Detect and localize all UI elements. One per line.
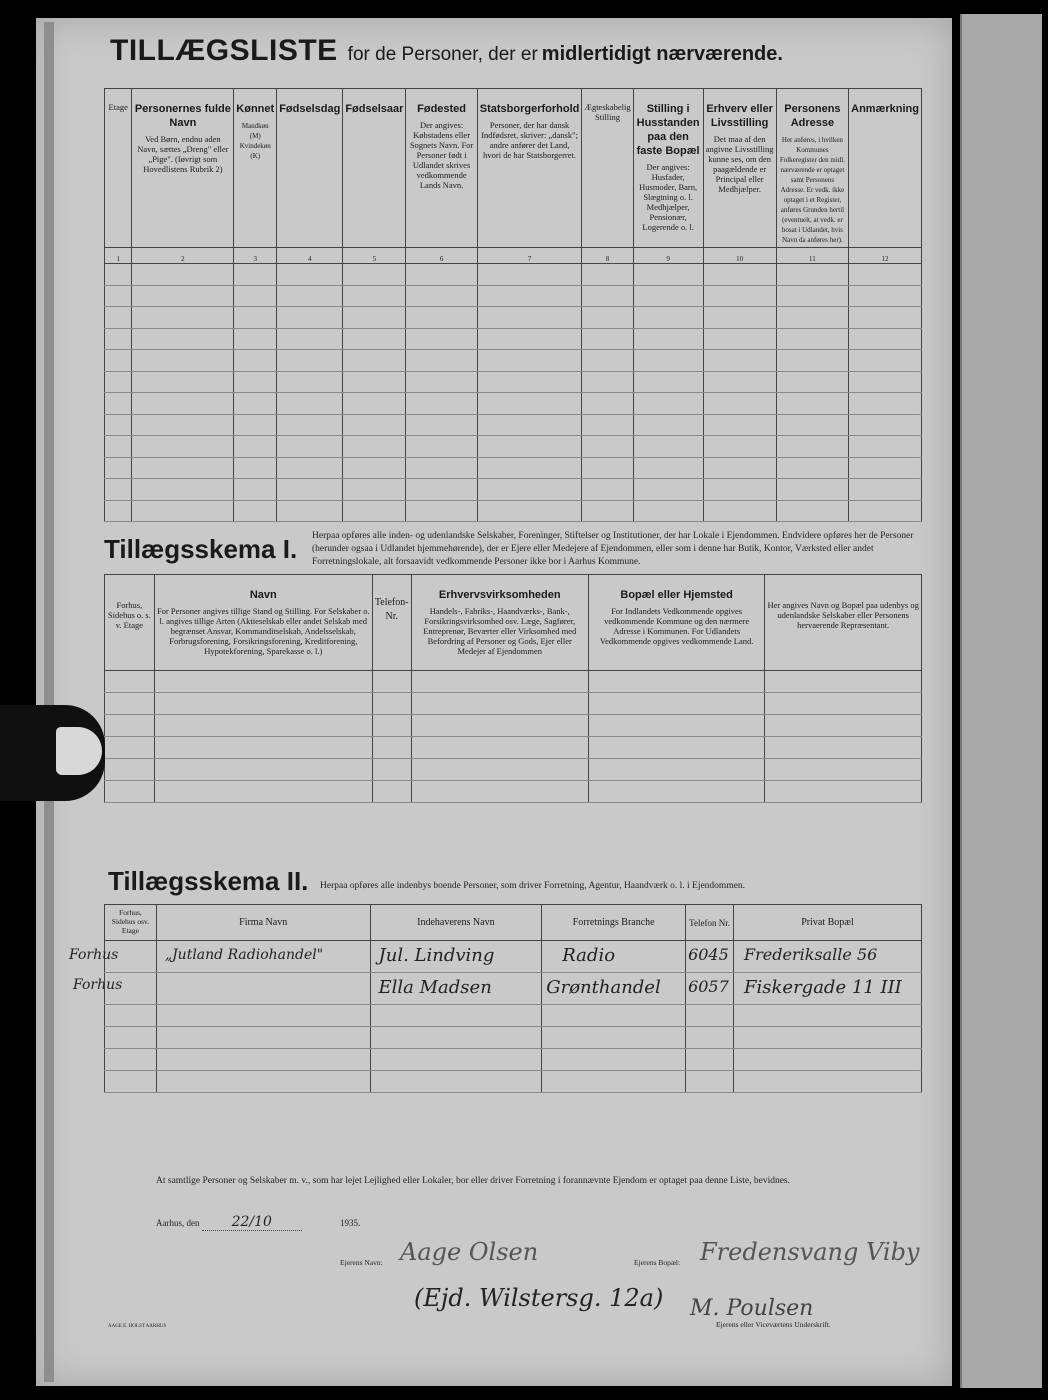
table-row: [105, 693, 922, 715]
s2-col-firma: Firma Navn: [156, 905, 370, 941]
col-statsborger: Statsborgerforhold Personer, der har dansk Indfødsret, skriver: „dansk"; andre anfører det Land, hvori de har Statsborgerret.: [477, 89, 582, 248]
signature-label: Ejerens eller Viceværtens Underskrift.: [716, 1320, 831, 1329]
table-row: [105, 759, 922, 781]
col-aegteskab: Ægteskabelig Stilling: [582, 89, 633, 248]
attestation-text: At samtlige Personer og Selskaber m. v., som har lejet Lejlighed eller Lokaler, bor eller driver Forretning i forannævnte Ejendom er optaget paa denne Liste, bevidnes.: [156, 1176, 790, 1186]
table-row: [105, 307, 922, 329]
holding-thumb: [0, 705, 105, 801]
list-number-row: 1 2 3 4 5 6 7 8 9 10 11 12: [105, 248, 922, 264]
skema1-table: [104, 574, 922, 803]
row1-bopael: Frederiksalle 56: [744, 945, 878, 964]
row1-firma: „Jutland Radiohandel": [164, 947, 324, 963]
table-row: [105, 350, 922, 372]
table-row: [105, 436, 922, 458]
binding-edge: [44, 22, 54, 1382]
row1-branche: Radio: [562, 945, 616, 966]
s1-col-navn: Navn For Personer angives tillige Stand og Stilling. For Selskaber o. l. angives tillige Arten (Aktieselskab eller andet Selskab med begrænset Ansvar, Kommanditselskab, Andelsselskab, Forbrugsforening, Forsikringsforening, Kreditforening, Hypotekforening, Sparekasse o. l.): [154, 575, 372, 671]
table-row: [105, 328, 922, 350]
col-anmaerkning: Anmærkning: [849, 89, 922, 248]
skema1-header-row: [105, 575, 922, 671]
signature-handwritten: M. Poulsen: [690, 1296, 814, 1321]
owner-address-handwritten: Fredensvang Viby: [700, 1238, 920, 1266]
table-row: [105, 1049, 922, 1071]
col-etage: Etage: [105, 89, 132, 248]
skema2-table: [69, 904, 922, 1093]
table-row: [105, 457, 922, 479]
extra-note-handwritten: (Ejd. Wilstersg. 12a): [414, 1284, 664, 1312]
s2-col-bopael: Privat Bopæl: [734, 905, 922, 941]
place-date-line: Aarhus, den 22/10 1935.: [156, 1214, 361, 1230]
s2-col-branche: Forretnings Branche: [542, 905, 686, 941]
row2-indehaver: Ella Madsen: [378, 977, 492, 998]
skema1-intro: Herpaa opføres alle inden- og udenlandske Selskaber, Foreninger, Stiftelser og Institutioner, der har Lokale i Ejendommen. Endvidere opføres her de Personer (herunder ogsaa i Udlandet hjemmehørende), der er Ejere eller Medejere af Ejendommen, eller som i denne har Butik, Kontor, Værksted eller andet Forretningslokale, alt forsaavidt vedkommende Personer ikke bor i Aarhus Kommune.: [312, 531, 914, 567]
s1-col-repr: Her angives Navn og Bopæl paa udenbys og udenlandske Selskaber eller Personens hervaerende Repræsentant.: [765, 575, 922, 671]
page-title: TILLÆGSLISTE for de Personer, der er midlertidigt nærværende.: [110, 34, 783, 67]
owner-address-label: Ejerens Bopæl:: [634, 1258, 681, 1267]
col-foedselsaar: Fødselsaar: [343, 89, 406, 248]
table-row: [105, 371, 922, 393]
thumbnail-nail: [56, 727, 102, 775]
s2-col-etage: Forhus, Sidehus osv. Etage: [105, 905, 157, 941]
row2-etage: Forhus: [73, 977, 123, 993]
col-navn: Personernes fulde Navn Ved Børn, endnu aden Navn, sættes „Dreng" eller „Pige". (Iøvrigt som Hovedlistens Rubrik 2): [132, 89, 234, 248]
s2-col-indehaver: Indehaverens Navn: [370, 905, 542, 941]
s1-col-bopael: Bopæl eller Hjemsted For Indlandets Vedkommende opgives vedkommende Kommune og den nærmere Adresse i Kommunen. For Udlandets Vedkommende opgives vedkommende Land.: [588, 575, 764, 671]
table-row: [105, 973, 922, 1005]
list-blank-rows: [105, 264, 922, 522]
table-row: [105, 500, 922, 522]
s1-col-etage: Forhus, Sidehus o. s. v. Etage: [105, 575, 155, 671]
date-handwritten: 22/10: [202, 1214, 302, 1231]
row2-bopael: Fiskergade 11 III: [744, 977, 902, 998]
col-stilling: Stilling i Husstanden paa den faste Bopæl Der angives: Husfader, Husmoder, Barn, Slægtning o. l. Medhjælper, Pensionær, Logerende o. l.: [633, 89, 703, 248]
row1-telefon: 6045: [688, 945, 729, 964]
skema2-intro: Herpaa opføres alle indenbys boende Personer, som driver Forretning, Agentur, Haandværk o. l. i Ejendommen.: [320, 881, 746, 891]
table-row: [105, 671, 922, 693]
row1-etage: Forhus: [69, 947, 119, 963]
owner-name-label: Ejerens Navn:: [340, 1258, 383, 1267]
skema2-title: Tillægsskema II.: [108, 866, 309, 896]
s1-col-erhverv: Erhvervsvirksomheden Handels-, Fabriks-, Haandværks-, Bank-, Forsikringsvirksomhed osv. Læge, Sagfører, Entreprenør, Beværter eller Virksomhed med Befordring af Personer og Gods, Ejer eller Medejer af Ejendommen: [411, 575, 588, 671]
col-foedested: Fødested Der angives: Købstadens eller Sognets Navn. For Personer født i Udlandet skrives vedkommende Lands Navn.: [406, 89, 477, 248]
table-row: [105, 414, 922, 436]
s2-col-telefon: Telefon Nr.: [686, 905, 734, 941]
col-adresse: Personens Adresse Her anføres, i hvilken Kommunes Folkeregister den midl. nærværende er optaget samt Personens Adresse. Er vedk. ikke optaget i et Register, anføres Grunden hertil (eventuelt, at vedk. er bosat i Udlandet, hvis Navn da anføres her).: [776, 89, 848, 248]
printer-note: AAGE E. HOLST AARHUS: [108, 1324, 167, 1329]
table-row: [105, 1027, 922, 1049]
table-row: [105, 737, 922, 759]
table-row: [105, 393, 922, 415]
skema1-title: Tillægsskema I.: [104, 534, 298, 564]
row1-indehaver: Jul. Lindving: [378, 945, 495, 966]
owner-name-handwritten: Aage Olsen: [400, 1238, 539, 1266]
skema1-blank-rows: [105, 671, 922, 803]
row2-branche: Grønthandel: [546, 977, 661, 998]
col-koen: Kønnet Mandkøn (M) Kvindekøn (K): [234, 89, 277, 248]
row2-telefon: 6057: [688, 977, 729, 996]
skema2-header-row: [105, 905, 922, 941]
table-row: [105, 1005, 922, 1027]
row2-firma: [157, 973, 370, 981]
col-erhverv: Erhverv eller Livsstilling Det maa af den angivne Livsstilling kunne ses, om den paagældende er Principal eller Medhjælper.: [703, 89, 776, 248]
table-row: [105, 1071, 922, 1093]
col-foedselsdag: Fødselsdag: [277, 89, 343, 248]
adjacent-page: [960, 14, 1042, 1388]
table-row: [105, 264, 922, 286]
table-row: [105, 479, 922, 501]
table-row: [105, 941, 922, 973]
table-row: [105, 285, 922, 307]
list-header-row: [105, 89, 922, 248]
tillaegsliste-table: [104, 88, 922, 522]
table-row: [105, 781, 922, 803]
table-row: [105, 715, 922, 737]
skema2-blank-rows: [105, 1005, 922, 1093]
s1-col-telefon: Telefon-Nr.: [372, 575, 411, 671]
